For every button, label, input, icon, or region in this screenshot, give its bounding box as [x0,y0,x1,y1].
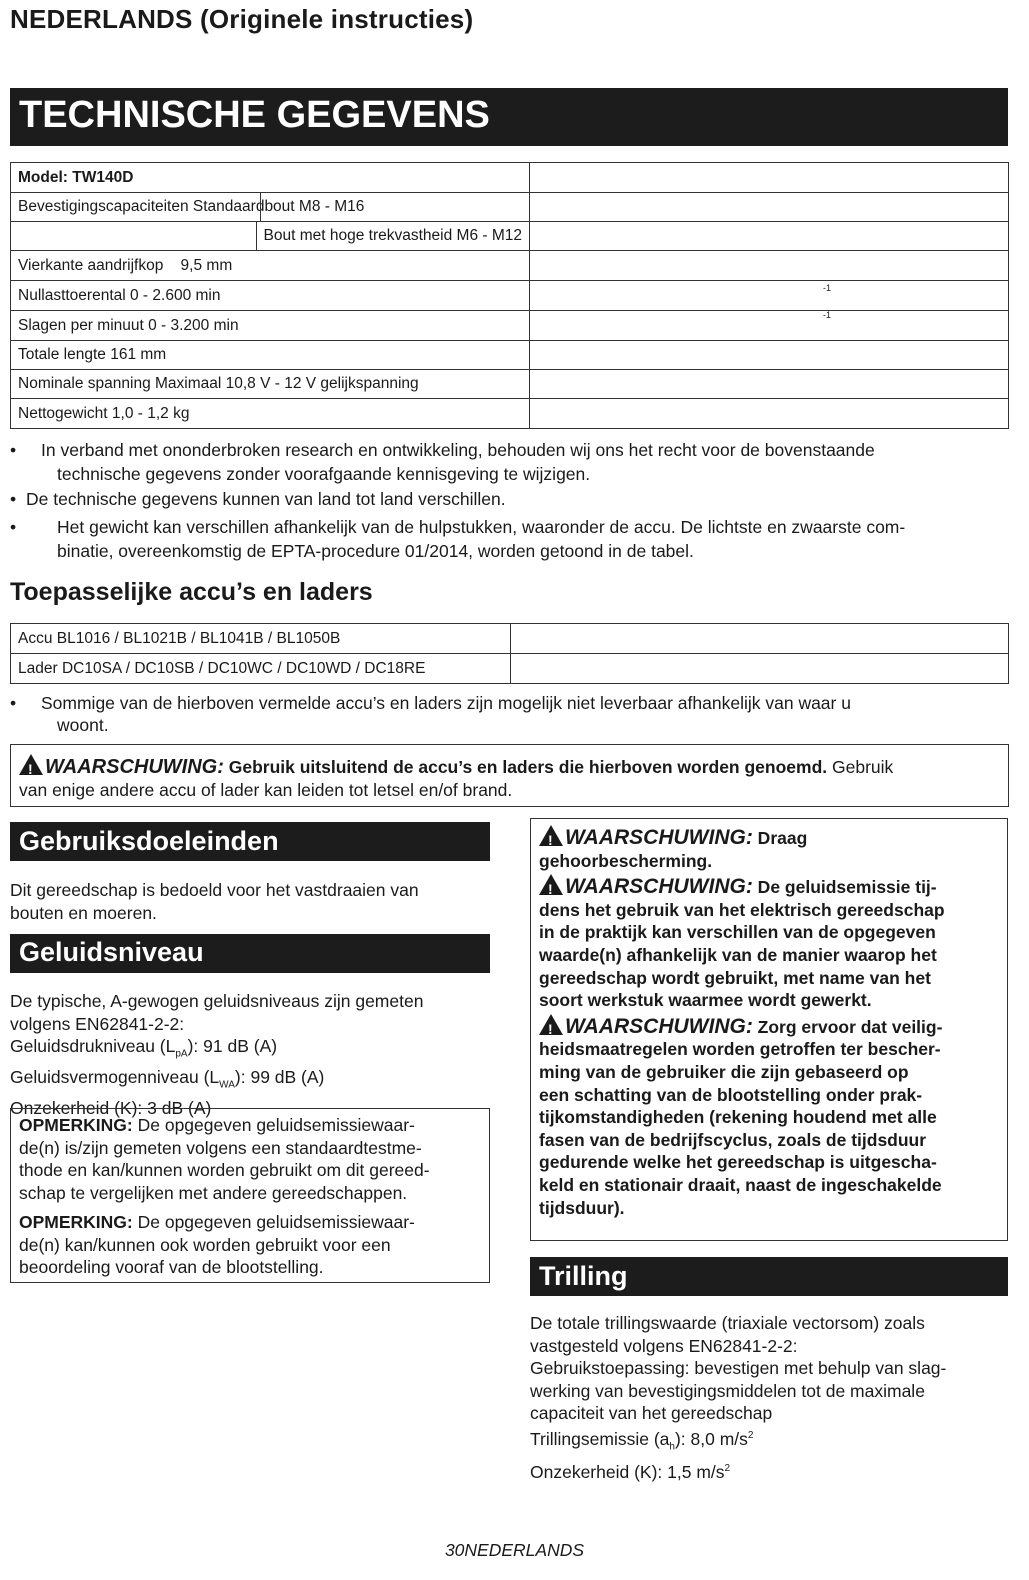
warning-emission: !WAARSCHUWING: De geluidsemissie tij- dens het gebruik van het elektrisch gereedschap in de praktijk kan verschillen van de opgegeven waarde(n) afhankelijk van de manier waarop het gereedschap wordt gebruikt, met name van het soort werkstuk waarmee wordt gewerkt. [539,874,999,1012]
noise-notes-box [10,1108,490,1283]
spec-capacity-high-tensile: Bout met hoge trekvastheid M6 - M12 [256,222,529,251]
accu-table [10,623,1009,684]
spec-voltage: Nominale spanning Maximaal 10,8 V - 12 V gelijkspanning [11,370,530,399]
warning-icon [19,754,43,775]
noise-text: De typische, A-gewogen geluidsniveaus zijn gemeten volgens EN62841-2-2: Geluidsdrukniveau $(L_{pA})$: 91 dB (A) Geluidsvermogenniveau $(L_{WA})$: 99 dB (A) Onzekerheid (K): 3 dB (A) [10,990,500,1120]
table-row [11,624,1009,654]
spec-anvil: Vierkante aandrijfkop 9,5 mm [11,251,530,281]
warning-icon [539,1014,563,1035]
spec-impacts: Slagen per minuut 0 - 3.200 min [11,311,530,341]
table-row [11,281,1009,311]
spec-impacts-unit: -1 [823,310,832,320]
spec-no-load-unit: -1 [823,283,832,293]
table-row [11,193,1009,222]
warning-icon [539,874,563,895]
page-title: NEDERLANDS (Originele instructies) [10,4,474,34]
spec-model: Model: TW140D [11,163,530,193]
noise-warnings-box [530,818,1008,1241]
note-2: OPMERKING: De opgegeven geluidsemissiewaar- de(n) kan/kunnen ook worden gebruikt voor een beoordeling vooraf van de blootstelling. [19,1212,415,1277]
note-1: OPMERKING: De opgegeven geluidsemissiewaar- de(n) is/zijn gemeten volgens een standaardtestme- thode en kan/kunnen worden gebruikt om dit gereed- schap te vergelijken met andere gereedschappen. [19,1115,430,1203]
technical-data-banner [10,88,1008,146]
vibration-uncertainty: Onzekerheid (K): 1,5 $m/s^2$ [530,1462,731,1483]
warning-hearing: !WAARSCHUWING: Draag gehoorbescherming. [539,825,999,872]
spec-table [10,162,1009,429]
table-row [11,311,1009,341]
spec-length: Totale lengte 161 mm [11,341,530,370]
table-row [11,251,1009,281]
table-row [11,222,1009,251]
battery-warning-box: !WAARSCHUWING: Gebruik uitsluitend de accu’s en laders die hierboven worden genoemd. Gebruik van enige andere accu of lader kan leiden tot letsel en/of brand. [10,744,1009,807]
spec-capacity-standard: Bevestigingscapaciteiten Standaardbout M8 - M16 [18,198,365,215]
table-row [11,370,1009,399]
accu-heading: Toepasselijke accu’s en laders [10,578,373,606]
noise-lpa: Geluidsdrukniveau $(L_{pA})$: 91 dB (A) [10,1036,278,1060]
noise-lwa: Geluidsvermogenniveau $(L_{WA})$: 99 dB (A) [10,1067,325,1091]
spec-note-3: • Het gewicht kan verschillen afhankelijk van de hulpstukken, waaronder de accu. De lichtste en zwaarste com- binatie, overeenkomstig de EPTA-procedure 01/2014, worden getoond in de tabel. [10,517,906,561]
noise-heading: Geluidsniveau [10,934,490,973]
charger-list: Lader DC10SA / DC10SB / DC10WC / DC10WD / DC18RE [11,654,511,684]
table-row [11,654,1009,684]
vibration-emission: Trillingsemissie $(a_h)$: 8,0 $m/s^2$ [530,1428,754,1452]
vibration-text: De totale trillingswaarde (triaxiale vectorsom) zoals vastgesteld volgens EN62841-2-2: Gebruikstoepassing: bevestigen met behulp van slag- werking van bevestigingsmiddelen tot de maximale capaciteit van het gereedschap Trillingsemissie $(a_h)$: 8,0 $m/s^2$ Onzekerheid (K): 1,5 $m/s^2$ [530,1312,1020,1484]
warning-icon [539,825,563,846]
usage-text: Dit gereedschap is bedoeld voor het vastdraaien van bouten en moeren. [10,880,419,923]
accu-list: Accu BL1016 / BL1021B / BL1041B / BL1050B [11,624,511,654]
spec-note-1: • In verband met ononderbroken research en ontwikkeling, behouden wij ons het recht voor de bovenstaande technische gegevens zonder voorafgaande kennisgeving te wijzigen. [10,440,875,484]
accu-note: • Sommige van de hierboven vermelde accu’s en laders zijn mogelijk niet leverbaar afhankelijk van waar u woont. [10,693,851,735]
spec-note-2: • De technische gegevens kunnen van land tot land verschillen. [10,489,506,509]
usage-heading: Gebruiksdoeleinden [10,822,490,861]
table-row [11,399,1009,429]
warning-safety: !WAARSCHUWING: Zorg ervoor dat veilig- heidsmaatregelen worden getroffen ter bescher- ming van de gebruiker die zijn gebaseerd op een schatting van de blootstelling onder prak- tijkomstandigheden (rekening houdend met alle fasen van de bedrijfscyclus, zoals de tijdsduur gedurende welke het gereedschap is uitgescha- keld en stationair draait, naast de ingeschakelde tijdsduur). [539,1014,999,1219]
spec-capacity [11,193,530,222]
vibration-heading: Trilling [530,1257,1008,1296]
noise-uncertainty: Onzekerheid (K): 3 dB (A) [10,1098,212,1118]
spec-weight: Nettogewicht 1,0 - 1,2 kg [11,399,530,429]
page-footer: 30NEDERLANDS [444,1540,585,1560]
spec-no-load-speed: Nullasttoerental 0 - 2.600 min [11,281,530,311]
table-row [11,163,1009,193]
table-row [11,341,1009,370]
technical-data-title: TECHNISCHE GEGEVENS [19,94,490,136]
